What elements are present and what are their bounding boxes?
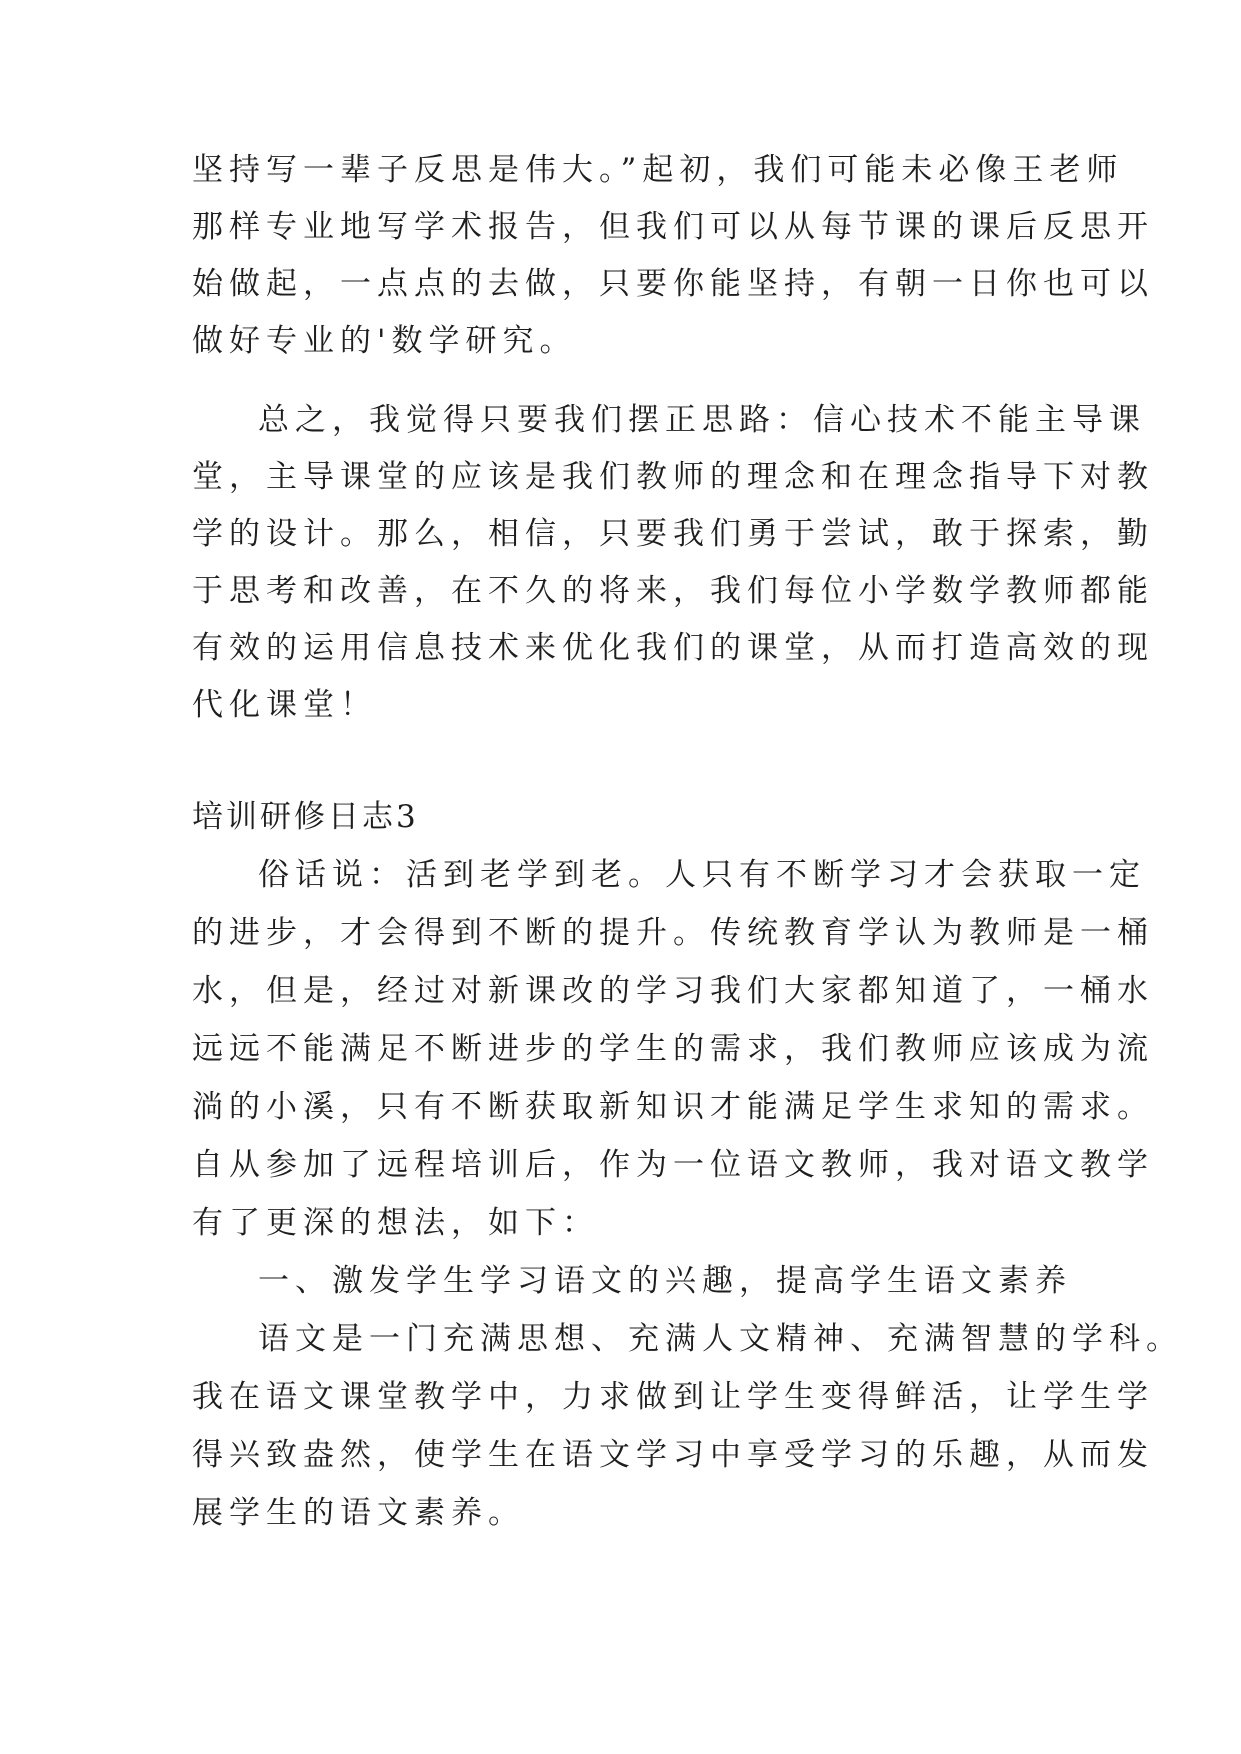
text-line: 自从参加了远程培训后，作为一位语文教师，我对语文教学: [192, 1147, 1154, 1183]
text-line: 坚持写一辈子反思是伟大。”起初，我们可能未必像王老师: [192, 152, 1124, 188]
text-line: 有了更深的想法，如下：: [192, 1205, 599, 1241]
text-line: 于思考和改善，在不久的将来，我们每位小学数学教师都能: [192, 573, 1154, 609]
text-line: 俗话说：活到老学到老。人只有不断学习才会获取一定: [258, 857, 1146, 893]
text-line: 始做起，一点点的去做，只要你能坚持，有朝一日你也可以: [192, 266, 1154, 302]
text-line: 做好专业的'数学研究。: [192, 323, 577, 359]
text-line: 水，但是，经过对新课改的学习我们大家都知道了，一桶水: [192, 973, 1154, 1009]
text-line: 有效的运用信息技术来优化我们的课堂，从而打造高效的现: [192, 630, 1154, 666]
text-line: 堂，主导课堂的应该是我们教师的理念和在理念指导下对教: [192, 459, 1154, 495]
text-line: 淌的小溪，只有不断获取新知识才能满足学生求知的需求。: [192, 1089, 1154, 1125]
text-line: 语文是一门充满思想、充满人文精神、充满智慧的学科。: [258, 1321, 1183, 1357]
subheading: 一、激发学生学习语文的兴趣，提高学生语文素养: [258, 1263, 1072, 1299]
text-line: 学的设计。那么，相信，只要我们勇于尝试，敢于探索，勤: [192, 516, 1154, 552]
text-line: 我在语文课堂教学中，力求做到让学生变得鲜活，让学生学: [192, 1379, 1154, 1415]
text-line: 展学生的语文素养。: [192, 1495, 525, 1531]
text-line: 总之，我觉得只要我们摆正思路：信心技术不能主导课: [258, 402, 1146, 438]
text-line: 得兴致盎然，使学生在语文学习中享受学习的乐趣，从而发: [192, 1437, 1154, 1473]
section-title: 培训研修日志3: [192, 799, 419, 835]
text-line: 的进步，才会得到不断的提升。传统教育学认为教师是一桶: [192, 915, 1154, 951]
text-line: 代化课堂！: [192, 687, 377, 723]
text-line: 远远不能满足不断进步的学生的需求，我们教师应该成为流: [192, 1031, 1154, 1067]
text-line: 那样专业地写学术报告，但我们可以从每节课的课后反思开: [192, 209, 1154, 245]
